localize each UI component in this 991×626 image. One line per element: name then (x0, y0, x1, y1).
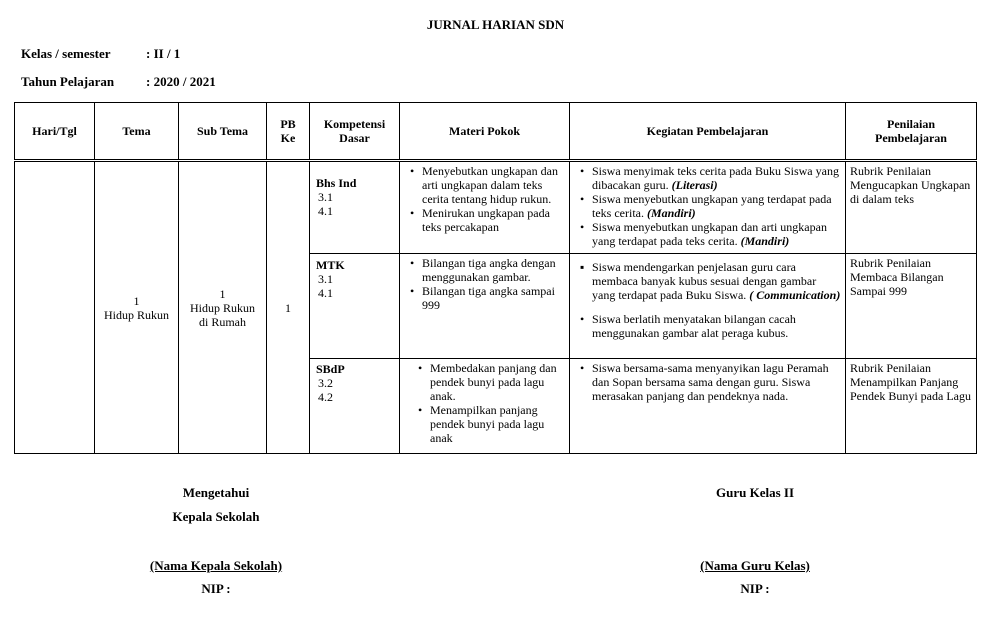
tahun-label: Tahun Pelajaran (21, 74, 115, 89)
materi-item: • Bilangan tiga angka sampai 999 (422, 284, 565, 312)
header-pb (267, 103, 310, 161)
sig-right-line1: Guru Kelas II (715, 485, 794, 500)
header-kd (310, 103, 400, 161)
header-penilaian-line1: Penilaian (886, 117, 935, 131)
table-row (15, 161, 977, 254)
kd-cell (310, 161, 400, 254)
kegiatan-item (592, 312, 841, 340)
sig-left-nip: NIP : (201, 581, 231, 596)
tema-cell (95, 161, 179, 454)
kd-item: 3.2 (318, 376, 333, 390)
header-kd-line1: Kompetensi (323, 117, 386, 131)
header-hari: Hari/Tgl (15, 103, 95, 161)
kegiatan-tag: ( Communication) (749, 288, 841, 302)
materi-cell (400, 161, 570, 254)
header-materi: Materi Pokok (400, 103, 570, 161)
kegiatan-text: Siswa berlatih menyatakan bilangan cacah menggunakan gambar alat peraga kubus. (592, 312, 796, 340)
subtema-number: 1 (219, 286, 226, 301)
header-row (15, 103, 977, 161)
kegiatan-text: Siswa mendengarkan penjelasan guru cara membaca banyak kubus sesuai dengan gambar yang terdapat pada Buku Siswa. (592, 260, 817, 302)
kd-item: 4.1 (318, 286, 333, 300)
kegiatan-text: Siswa menyebutkan ungkapan yang terdapat pada teks cerita. (592, 192, 832, 220)
penilaian-cell: Rubrik Penilaian Membaca Bilangan Sampai 999 (846, 254, 977, 359)
subtema-name-line2: di Rumah (199, 314, 246, 329)
header-penilaian (846, 103, 977, 161)
subtema-name-line1: Hidup Rukun (189, 300, 255, 315)
kd-item: 4.1 (318, 204, 333, 218)
sig-left-line2: Kepala Sekolah (172, 509, 260, 524)
header-pb-line1: PB (280, 117, 296, 131)
penilaian-cell: Rubrik Penilaian Mengucapkan Ungkapan di dalam teks (846, 161, 977, 254)
hari-cell (15, 161, 95, 454)
header-tema: Tema (95, 103, 179, 161)
materi-item: • Menampilkan panjang pendek bunyi pada lagu anak (430, 403, 565, 445)
subject-name: Bhs Ind (316, 176, 357, 190)
kegiatan-cell (570, 161, 846, 254)
materi-item: • Membedakan panjang dan pendek bunyi pada lagu anak. (430, 361, 565, 403)
materi-cell (400, 359, 570, 454)
kegiatan-item (592, 260, 841, 302)
subject-name: SBdP (316, 362, 345, 376)
kegiatan-item (592, 220, 841, 248)
kegiatan-cell (570, 359, 846, 454)
penilaian-cell: Rubrik Penilaian Menampilkan Panjang Pendek Bunyi pada Lagu (846, 359, 977, 454)
kd-cell (310, 359, 400, 454)
kegiatan-tag: (Literasi) (671, 178, 718, 192)
tema-name: Hidup Rukun (103, 307, 169, 322)
tahun-value: : 2020 / 2021 (146, 74, 216, 89)
sig-left-line1: Mengetahui (182, 485, 250, 500)
sig-right-name: (Nama Guru Kelas) (700, 558, 810, 573)
header-subtema: Sub Tema (179, 103, 267, 161)
subtema-cell (179, 161, 267, 454)
kegiatan-cell (570, 254, 846, 359)
materi-item: • Menirukan ungkapan pada teks percakapan (422, 206, 565, 234)
kd-item: 4.2 (318, 390, 333, 404)
materi-cell (400, 254, 570, 359)
kd-item: 3.1 (318, 272, 333, 286)
sig-right-nip: NIP : (740, 581, 770, 596)
sig-left-name: (Nama Kepala Sekolah) (149, 558, 283, 573)
kegiatan-tag: (Mandiri) (646, 206, 696, 220)
header-pb-line2: Ke (280, 131, 296, 145)
kegiatan-text: Siswa menyimak teks cerita pada Buku Siswa yang dibacakan guru. (592, 164, 839, 192)
kelas-label: Kelas / semester (21, 46, 111, 61)
materi-item: • Bilangan tiga angka dengan menggunakan gambar. (422, 256, 565, 284)
kegiatan-tag: (Mandiri) (740, 234, 790, 248)
header-kd-line2: Dasar (339, 131, 370, 145)
kd-cell (310, 254, 400, 359)
kegiatan-item: • Siswa bersama-sama menyanyikan lagu Peramah dan Sopan bersama sama dengan guru. Siswa merasakan panjang dan pendeknya nada. (592, 361, 841, 403)
kegiatan-item (592, 192, 841, 220)
kelas-value: : II / 1 (146, 46, 181, 61)
kegiatan-item (592, 164, 841, 192)
page-title: JURNAL HARIAN SDN (426, 17, 565, 32)
header-kegiatan: Kegiatan Pembelajaran (570, 103, 846, 161)
kegiatan-text: Siswa menyebutkan ungkapan dan arti ungkapan yang terdapat pada teks cerita. (592, 220, 827, 248)
kd-item: 3.1 (318, 190, 333, 204)
header-penilaian-line2: Pembelajaran (875, 131, 947, 145)
subject-name: MTK (316, 258, 345, 272)
tema-number: 1 (133, 293, 140, 308)
materi-item: • Menyebutkan ungkapan dan arti ungkapan dalam teks cerita tentang hidup rukun. (422, 164, 565, 206)
pb-cell: 1 (267, 161, 310, 454)
journal-table (14, 102, 977, 454)
